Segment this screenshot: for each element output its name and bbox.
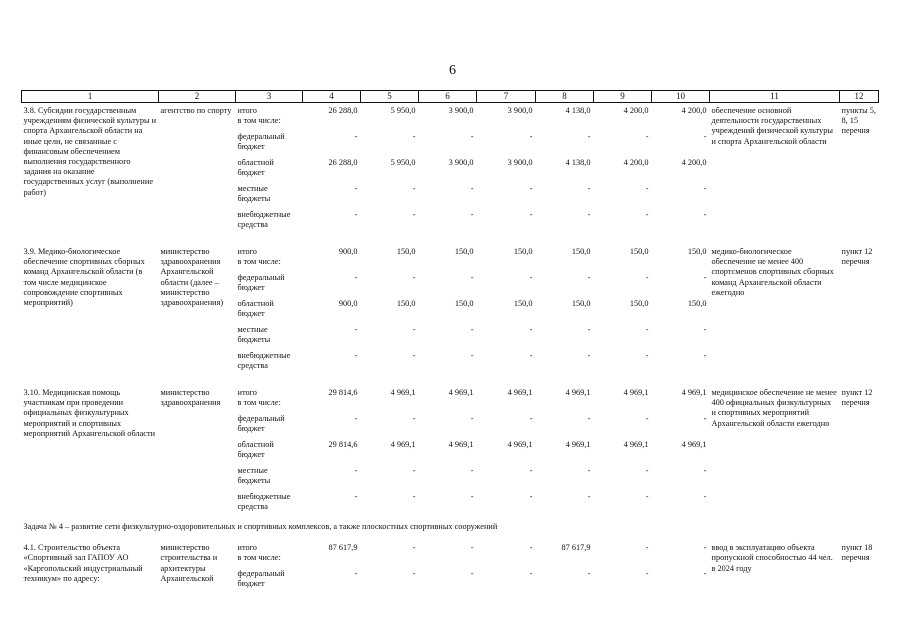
amount-cell: 29 814,6 <box>328 388 358 397</box>
amount-cell: - <box>703 414 707 423</box>
amount-cell: - <box>354 414 358 423</box>
amount-cell: 5 950,0 <box>390 158 416 167</box>
amount-cell: - <box>703 184 707 193</box>
funding-source: областной бюджет <box>237 299 274 319</box>
funding-source: итого в том числе: <box>237 106 281 126</box>
amount-cell: 4 969,1 <box>681 440 707 449</box>
amount-cell: 3 900,0 <box>448 158 474 167</box>
amount-cell: 4 969,1 <box>565 388 591 397</box>
col-header: 6 <box>419 91 477 103</box>
table-row <box>22 540 879 569</box>
amount-cell: - <box>470 184 474 193</box>
amount-cell: 87 617,9 <box>561 543 591 553</box>
amount-cell: - <box>412 210 416 219</box>
funding-source: федеральный бюджет <box>237 569 285 589</box>
amount-cell: - <box>470 273 474 282</box>
amount-cell: - <box>470 414 474 423</box>
funding-source: итого в том числе: <box>237 388 281 408</box>
amount-cell: - <box>354 210 358 219</box>
amount-cell: - <box>703 351 707 360</box>
amount-cell: 150,0 <box>629 299 649 308</box>
spacer <box>22 377 879 385</box>
amount-cell: 4 969,1 <box>565 440 591 449</box>
amount-cell: - <box>354 273 358 282</box>
amount-cell: - <box>470 569 474 579</box>
amount-cell: - <box>470 351 474 360</box>
amount-cell: 87 617,9 <box>328 543 358 553</box>
amount-cell: - <box>587 210 591 219</box>
amount-cell: - <box>412 466 416 475</box>
amount-cell: - <box>703 273 707 282</box>
funding-source: внебюджетные средства <box>237 351 291 371</box>
expected-result: медицинское обеспечение не менее 400 официальных физкультурных и спортивных мероприятий Архангельской области ежегодно <box>711 388 837 428</box>
amount-cell: 4 969,1 <box>390 440 416 449</box>
amount-cell: - <box>412 492 416 501</box>
amount-cell: 150,0 <box>396 299 416 308</box>
task-row <box>22 518 879 540</box>
amount-cell: - <box>587 132 591 141</box>
col-header: 12 <box>840 91 879 103</box>
amount-cell: 4 138,0 <box>565 158 591 167</box>
amount-cell: - <box>529 273 533 282</box>
amount-cell: 150,0 <box>396 247 416 256</box>
amount-cell: - <box>354 466 358 475</box>
amount-cell: - <box>645 132 649 141</box>
amount-cell: - <box>529 466 533 475</box>
expected-result: ввод в эксплуатацию объекта пропускной способностью 44 чел. в 2024 году <box>711 543 833 573</box>
col-header: 3 <box>236 91 303 103</box>
amount-cell: - <box>470 492 474 501</box>
amount-cell: - <box>703 543 707 553</box>
task-heading: Задача № 4 – развитие сети физкультурно-оздоровительных и спортивных комплексов, а также плоскостных спортивных сооружений <box>23 522 498 531</box>
amount-cell: - <box>354 351 358 360</box>
amount-cell: - <box>412 414 416 423</box>
col-header: 7 <box>477 91 536 103</box>
col-header: 1 <box>22 91 159 103</box>
table-row <box>22 385 879 414</box>
amount-cell: 150,0 <box>513 247 533 256</box>
funding-source: местные бюджеты <box>237 325 271 345</box>
amount-cell: 4 969,1 <box>507 388 533 397</box>
col-header: 9 <box>594 91 652 103</box>
amount-cell: 150,0 <box>571 299 591 308</box>
amount-cell: 4 200,0 <box>681 158 707 167</box>
amount-cell: - <box>587 351 591 360</box>
amount-cell: - <box>645 325 649 334</box>
amount-cell: - <box>587 466 591 475</box>
amount-cell: - <box>529 492 533 501</box>
amount-cell: - <box>354 325 358 334</box>
amount-cell: - <box>470 210 474 219</box>
amount-cell: 150,0 <box>687 247 707 256</box>
table-row <box>22 103 879 133</box>
responsible-executor: министерство здравоохранения <box>160 388 221 408</box>
amount-cell: 150,0 <box>454 247 474 256</box>
amount-cell: - <box>354 132 358 141</box>
amount-cell: - <box>529 132 533 141</box>
amount-cell: - <box>529 543 533 553</box>
amount-cell: - <box>470 325 474 334</box>
amount-cell: 900,0 <box>338 299 358 308</box>
amount-cell: - <box>645 466 649 475</box>
amount-cell: - <box>587 414 591 423</box>
spacer-row <box>22 236 879 244</box>
amount-cell: - <box>412 325 416 334</box>
amount-cell: - <box>587 273 591 282</box>
page-number: 6 <box>449 63 456 78</box>
event-description: 3.8. Субсидии государственным учреждениям физической культуры и спорта Архангельской области на иные цели, не связанные с финансовым обеспечением выполнения государственного задания на оказание государственных услуг (выполнение работ) <box>23 106 157 197</box>
col-header: 10 <box>652 91 710 103</box>
amount-cell: 3 900,0 <box>507 106 533 115</box>
amount-cell: 29 814,6 <box>328 440 358 449</box>
amount-cell: - <box>354 184 358 193</box>
amount-cell: 26 288,0 <box>328 158 358 167</box>
amount-cell: 4 969,1 <box>448 440 474 449</box>
col-header: 11 <box>710 91 840 103</box>
amount-cell: - <box>645 492 649 501</box>
funding-source: местные бюджеты <box>237 466 271 486</box>
column-number-row <box>22 91 879 103</box>
responsible-executor: министерство здравоохранения Архангельской области (далее – министерство здравоохранения) <box>160 247 224 308</box>
amount-cell: - <box>412 132 416 141</box>
col-header: 4 <box>303 91 361 103</box>
amount-cell: - <box>587 184 591 193</box>
amount-cell: - <box>645 351 649 360</box>
amount-cell: - <box>412 184 416 193</box>
amount-cell: 4 200,0 <box>623 158 649 167</box>
spacer-row <box>22 377 879 385</box>
amount-cell: - <box>529 325 533 334</box>
col-header: 8 <box>536 91 594 103</box>
amount-cell: 4 200,0 <box>623 106 649 115</box>
amount-cell: 4 969,1 <box>390 388 416 397</box>
amount-cell: 4 969,1 <box>681 388 707 397</box>
amount-cell: - <box>354 569 358 579</box>
funding-source: областной бюджет <box>237 158 274 178</box>
indicator-link: пункты 5, 8, 15 перечня <box>841 106 876 136</box>
amount-cell: 3 900,0 <box>448 106 474 115</box>
amount-cell: - <box>703 132 707 141</box>
amount-cell: - <box>412 543 416 553</box>
amount-cell: - <box>470 132 474 141</box>
amount-cell: - <box>645 414 649 423</box>
amount-cell: - <box>354 492 358 501</box>
funding-source: федеральный бюджет <box>237 414 285 434</box>
amount-cell: - <box>703 492 707 501</box>
responsible-executor: министерство строительства и архитектуры Архангельской <box>160 543 218 583</box>
amount-cell: - <box>703 569 707 579</box>
indicator-link: пункт 18 перечня <box>841 543 873 563</box>
funding-source: внебюджетные средства <box>237 492 291 512</box>
amount-cell: 150,0 <box>687 299 707 308</box>
amount-cell: - <box>587 492 591 501</box>
amount-cell: - <box>587 325 591 334</box>
amount-cell: - <box>703 210 707 219</box>
amount-cell: 150,0 <box>454 299 474 308</box>
event-description: 3.9. Медико-биологическое обеспечение спортивных сборных команд Архангельской области (в том числе медицинское сопровождение спортивных мероприятий) <box>23 247 145 308</box>
amount-cell: 3 900,0 <box>507 158 533 167</box>
amount-cell: 4 138,0 <box>565 106 591 115</box>
amount-cell: - <box>645 184 649 193</box>
funding-source: федеральный бюджет <box>237 273 285 293</box>
amount-cell: - <box>645 210 649 219</box>
spacer <box>22 236 879 244</box>
funding-source: итого в том числе: <box>237 247 281 267</box>
amount-cell: - <box>645 569 649 579</box>
amount-cell: - <box>412 569 416 579</box>
col-header: 5 <box>361 91 419 103</box>
amount-cell: - <box>412 273 416 282</box>
amount-cell: - <box>703 325 707 334</box>
amount-cell: - <box>529 210 533 219</box>
expected-result: медико-биологическое обеспечение не менее 400 спортсменов спортивных сборных команд Архангельской области ежегодно <box>711 247 834 297</box>
event-description: 3.10. Медицинская помощь участникам при проведении официальных физкультурных мероприятий и спортивных мероприятий Архангельской области <box>23 388 156 438</box>
amount-cell: - <box>529 569 533 579</box>
amount-cell: 4 969,1 <box>623 440 649 449</box>
amount-cell: 4 200,0 <box>681 106 707 115</box>
amount-cell: 5 950,0 <box>390 106 416 115</box>
indicator-link: пункт 12 перечня <box>841 388 873 408</box>
funding-source: федеральный бюджет <box>237 132 285 152</box>
amount-cell: 26 288,0 <box>328 106 358 115</box>
amount-cell: - <box>529 184 533 193</box>
table-row <box>22 244 879 273</box>
amount-cell: 150,0 <box>513 299 533 308</box>
amount-cell: 150,0 <box>629 247 649 256</box>
amount-cell: - <box>645 543 649 553</box>
expected-result: обеспечение основной деятельности государственных учреждений физической культуры и спорта Архангельской области <box>711 106 833 146</box>
amount-cell: 4 969,1 <box>448 388 474 397</box>
amount-cell: - <box>412 351 416 360</box>
amount-cell: - <box>703 466 707 475</box>
amount-cell: - <box>529 351 533 360</box>
responsible-executor: агентство по спорту <box>160 106 232 115</box>
event-description: 4.1. Строительство объекта «Спортивный зал ГАПОУ АО «Каргопольский индустриальный техникум» по адресу: <box>23 543 143 583</box>
funding-source: внебюджетные средства <box>237 210 291 230</box>
amount-cell: - <box>529 414 533 423</box>
amount-cell: 900,0 <box>338 247 358 256</box>
amount-cell: - <box>470 543 474 553</box>
amount-cell: 150,0 <box>571 247 591 256</box>
funding-source: итого в том числе: <box>237 543 281 563</box>
amount-cell: 4 969,1 <box>623 388 649 397</box>
program-table <box>21 90 879 595</box>
indicator-link: пункт 12 перечня <box>841 247 873 267</box>
amount-cell: - <box>470 466 474 475</box>
amount-cell: 4 969,1 <box>507 440 533 449</box>
funding-source: местные бюджеты <box>237 184 271 204</box>
funding-source: областной бюджет <box>237 440 274 460</box>
amount-cell: - <box>587 569 591 579</box>
col-header: 2 <box>159 91 236 103</box>
amount-cell: - <box>645 273 649 282</box>
